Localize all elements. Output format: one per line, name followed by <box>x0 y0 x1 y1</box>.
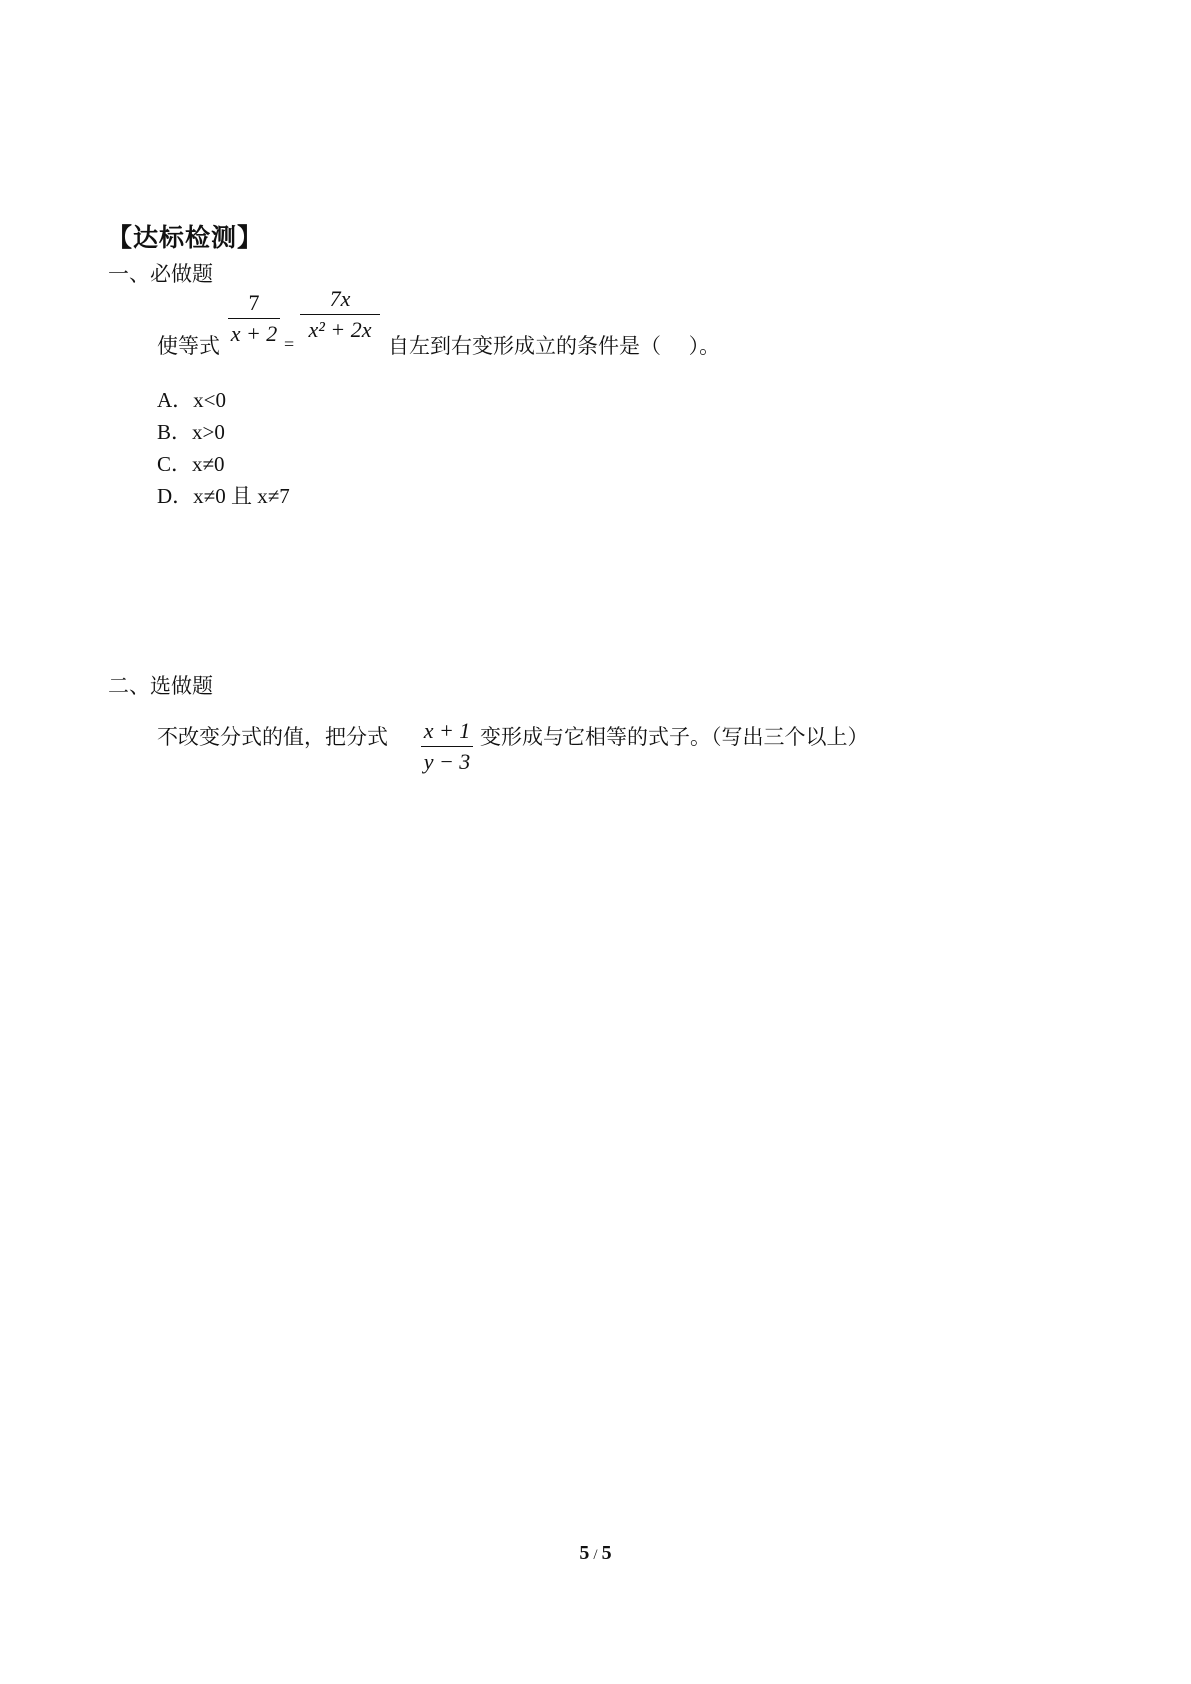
option-c-letter: C． <box>157 452 193 476</box>
fraction-left-denominator: x + 2 <box>230 321 278 346</box>
fraction-left-bar <box>228 318 280 319</box>
section2-title: 二、选做题 <box>108 674 213 698</box>
fraction-question2 <box>421 718 473 775</box>
fraction-question2-numerator: x + 1 <box>423 718 471 743</box>
option-a-text: x<0 <box>193 388 227 412</box>
section-heading: 【达标检测】 <box>107 223 264 252</box>
fraction-question2-denominator: y − 3 <box>423 749 471 774</box>
fraction-question2-bar <box>421 746 473 747</box>
question2-prefix: 不改变分式的值，把分式 <box>157 725 388 749</box>
option-d[interactable] <box>157 480 290 510</box>
fraction-right-denominator: x² + 2x <box>308 317 372 342</box>
fraction-right-numerator: 7x <box>329 286 351 311</box>
page-total: 5 <box>601 1542 612 1564</box>
fraction-right <box>300 286 380 343</box>
option-c-text: x≠0 <box>192 452 225 476</box>
fraction-left-numerator: 7 <box>248 290 260 315</box>
option-b[interactable] <box>157 416 225 446</box>
fraction-left <box>228 290 280 347</box>
equals-sign: = <box>284 334 295 354</box>
option-b-letter: B． <box>157 420 193 444</box>
question2-suffix: 变形成与它相等的式子。（写出三个以上） <box>480 725 869 749</box>
option-d-text: x≠0 且 x≠7 <box>193 484 290 508</box>
option-a-letter: A． <box>157 388 194 412</box>
option-a[interactable] <box>157 384 226 414</box>
fraction-right-bar <box>300 314 380 315</box>
question1-suffix: 自左到右变形成立的条件是（ ）。 <box>388 334 721 358</box>
question1-prefix: 使等式 <box>157 334 220 358</box>
option-d-letter: D． <box>157 484 194 508</box>
page-current: 5 <box>579 1542 590 1564</box>
page-number <box>0 1542 1191 1565</box>
page-separator: / <box>593 1547 598 1563</box>
option-c[interactable] <box>157 448 225 478</box>
option-b-text: x>0 <box>192 420 225 444</box>
section1-title: 一、必做题 <box>108 262 213 286</box>
